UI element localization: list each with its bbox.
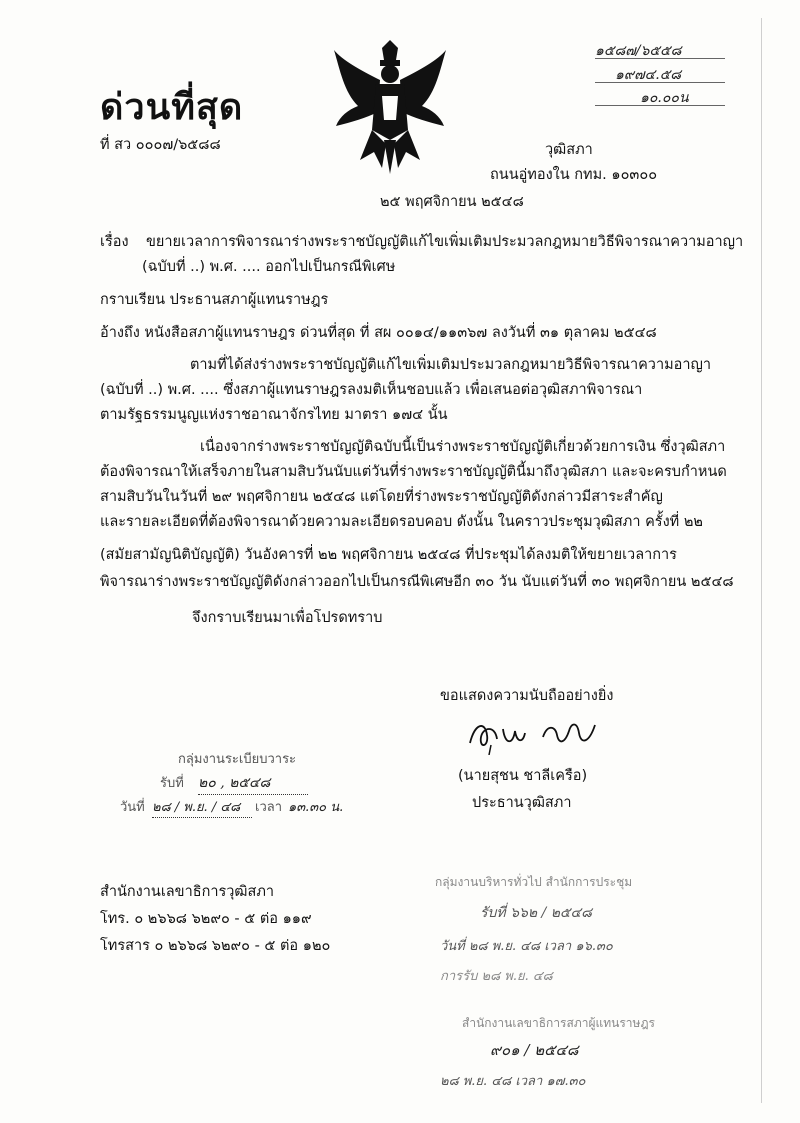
bottom-stamp-line-6: ๙๐๑ / ๒๕๔๘ [490,1041,579,1059]
signature-image [465,715,600,759]
footer-fax: โทรสาร ๐ ๒๖๖๘ ๖๒๙๐ - ๕ ต่อ ๑๒๐ [100,938,331,954]
document-date: ๒๕ พฤศจิกายน ๒๕๔๘ [380,194,524,210]
registry-received-label: รับที่ [160,776,184,791]
sender-address: ถนนอู่ทองใน กทม. ๑๐๓๐๐ [490,167,658,183]
registration-time-handwritten: ๑๐.๐๐น [640,90,689,106]
urgency-label: ด่วนที่สุด [100,87,244,128]
document-number: ที่ สว ๐๐๐๗/๖๕๘๘ [100,137,221,153]
paragraph-1-line-1: ตามที่ได้ส่งร่างพระราชบัญญัติแก้ไขเพิ่มเติมประมวลกฎหมายวิธีพิจารณาความอาญา [190,357,711,373]
signer-name: (นายสุชน ชาลีเครือ) [458,768,588,784]
registration-number-handwritten: ๑๕๘๗/๖๕๕๘ [595,43,682,59]
bottom-stamp-line-1: กลุ่มงานบริหารทั่วไป สำนักการประชุม [435,875,633,889]
paragraph-2-line-2: ต้องพิจารณาให้เสร็จภายในสามสิบวันนับแต่วันที่ร่างพระราชบัญญัตินี้มาถึงวุฒิสภา และจะครบกำหนด [100,464,727,480]
paragraph-2-line-5: (สมัยสามัญนิติบัญญัติ) วันอังคารที่ ๒๒ พฤศจิกายน ๒๕๔๘ ที่ประชุมได้ลงมติให้ขยายเวลาการ [100,547,677,563]
registry-date-label: วันที่ [120,800,145,815]
registry-stamp [120,750,344,828]
subject-label: เรื่อง [100,234,129,250]
paragraph-1-line-3: ตามรัฐธรรมนูญแห่งราชอาณาจักรไทย มาตรา ๑๗๔ นั้น [100,407,448,423]
registration-underline-2 [595,82,725,83]
paragraph-1-line-2: (ฉบับที่ ..) พ.ศ. .... ซึ่งสภาผู้แทนราษฎรลงมติเห็นชอบแล้ว เพื่อเสนอต่อวุฒิสภาพิจารณา [100,382,643,398]
subject-line-1: ขยายเวลาการพิจารณาร่างพระราชบัญญัติแก้ไขเพิ่มเติมประมวลกฎหมายวิธีพิจารณาความอาญา [146,234,744,250]
scan-edge-line [761,18,762,1103]
signer-position: ประธานวุฒิสภา [472,795,572,811]
bottom-stamp-line-5: สำนักงานเลขาธิการสภาผู้แทนราษฎร [462,1016,655,1030]
paragraph-2-line-4: และรายละเอียดที่ต้องพิจารณาด้วยความละเอียดรอบคอบ ดังนั้น ในคราวประชุมวุฒิสภา ครั้งที่ ๒๒ [100,514,703,530]
registration-date-handwritten: ๑๙๗๔.๕๘ [615,67,682,83]
bottom-stamp-line-4: การรับ ๒๘ พ.ย. ๔๘ [440,969,553,984]
bottom-stamp-line-3: วันที่ ๒๘ พ.ย. ๔๘ เวลา ๑๖.๓๐ [440,939,613,954]
registration-underline [595,58,725,59]
garuda-emblem-icon [330,40,450,179]
paragraph-2-line-3: สามสิบวันในวันที่ ๒๙ พฤศจิกายน ๒๕๔๘ แต่โดยที่ร่างพระราชบัญญัติดังกล่าวมีสาระสำคัญ [100,489,663,505]
closing-regards: ขอแสดงความนับถืออย่างยิ่ง [440,688,614,704]
paragraph-2-line-1: เนื่องจากร่างพระราชบัญญัติฉบับนี้เป็นร่างพระราชบัญญัติเกี่ยวด้วยการเงิน ซึ่งวุฒิสภา [200,439,726,455]
registry-stamp-title: กลุ่มงานระเบียบวาระ [178,752,297,767]
subject-line-2: (ฉบับที่ ..) พ.ศ. .... ออกไปเป็นกรณีพิเศษ [142,259,396,275]
registry-time-label: เวลา [255,800,283,815]
footer-telephone: โทร. ๐ ๒๖๖๘ ๖๒๙๐ - ๕ ต่อ ๑๑๙ [100,911,312,927]
salutation: กราบเรียน ประธานสภาผู้แทนราษฎร [100,292,329,308]
paragraph-3: จึงกราบเรียนมาเพื่อโปรดทราบ [192,610,383,626]
footer-office: สำนักงานเลขาธิการวุฒิสภา [100,884,275,900]
registry-time-value: ๑๓.๓๐ น. [288,800,344,815]
registry-date-value: ๒๘ / พ.ย. / ๔๘ [152,796,252,818]
reference: อ้างถึง หนังสือสภาผู้แทนราษฎร ด่วนที่สุด ที่ สผ ๐๐๑๔/๑๑๓๖๗ ลงวันที่ ๓๑ ตุลาคม ๒๕๔๘ [100,325,657,341]
sender-organization: วุฒิสภา [545,142,593,158]
registry-received-value: ๒๐ , ๒๕๔๘ [198,772,318,795]
bottom-stamp-line-7: ๒๘ พ.ย. ๔๘ เวลา ๑๗.๓๐ [440,1074,586,1089]
registration-underline-3 [595,105,725,106]
bottom-stamp-line-2: รับที่ ๖๖๒ / ๒๕๔๘ [480,905,592,921]
paragraph-2-line-6: พิจารณาร่างพระราชบัญญัติดังกล่าวออกไปเป็นกรณีพิเศษอีก ๓๐ วัน นับแต่วันที่ ๓๐ พฤศจิกายน ๒๕๔๘ [100,574,734,590]
